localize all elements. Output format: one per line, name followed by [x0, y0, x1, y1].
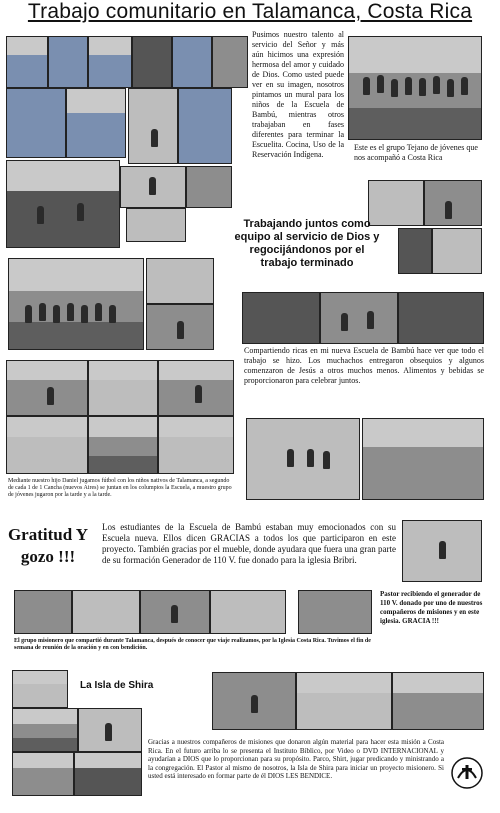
mural-photo-3 [88, 36, 132, 88]
community-photo-1 [6, 160, 120, 248]
classroom-photo-2 [362, 418, 484, 500]
intro-text: Pusimos nuestro talento al servicio del Señor y más aún hicimos una expresión hermosa del amor y cuidado de Dios. Como usted puede ver en su imagen, nosotros pintamos un mural para los niños de la Escuela de Bambú, mientras otros trabajaban en fases diferentes para terminar la Escuelita. Cocina, Uso de la Reservación Indígena. [252, 30, 344, 159]
church-photo-2 [296, 672, 392, 730]
mural-photo-1 [6, 36, 48, 88]
kids-photo-2 [146, 258, 214, 304]
gratitude-photo [402, 520, 482, 582]
shira-photo-1 [12, 670, 68, 708]
community-photo-2 [120, 166, 186, 208]
working-together-heading: Trabajando juntos como equipo al servicio de Dios y regocijándonos por el trabajo terminado [234, 218, 380, 269]
school-photo-2 [424, 180, 482, 226]
shira-photo-2 [12, 708, 78, 752]
isla-heading: La Isla de Shira [80, 680, 154, 691]
community-photo-3 [186, 166, 232, 208]
team-photo-2 [72, 590, 140, 634]
mural-photo-4 [132, 36, 172, 88]
mural-photo-6 [212, 36, 248, 88]
gratitude-heading: Gratitud Y gozo !!! [7, 525, 89, 566]
team-caption: El grupo misionero que compartió durante Talamanca, después de conocer que viaje realizamos, por la Iglesia Costa Rica. Tuvimos el fin de semana de reunión de la oración y en con bendición. [14, 638, 371, 651]
mural-photo-7 [6, 88, 66, 158]
community-photo-4 [126, 208, 186, 242]
soccer-photo-5 [88, 416, 158, 474]
soccer-photo-4 [6, 416, 88, 474]
school-photo-3 [398, 228, 432, 274]
team-photo-1 [14, 590, 72, 634]
page-title: Trabajo comunitario en Talamanca, Costa Rica [27, 0, 473, 23]
soccer-photo-1 [6, 360, 88, 416]
church-photo-3 [392, 672, 484, 730]
soccer-caption: Mediante nuestro hijo Daniel jugamos fútbol con los niños nativos de Talamanca, a segundo de cada 1 de 1 Cancha (nuevos Aires) se juntan en los columpios la Escuela, a muestro grupo de jóvenes jugaron por la tarde y a la tarde. [8, 478, 232, 498]
meal-photo-1 [242, 292, 320, 344]
shira-photo-5 [74, 752, 142, 796]
school-photo-4 [432, 228, 482, 274]
mural-photo-5 [172, 36, 212, 88]
soccer-photo-2 [88, 360, 158, 416]
meal-photo-2 [320, 292, 398, 344]
team-photo-3 [140, 590, 210, 634]
gratitude-text: Los estudiantes de la Escuela de Bambú estaban muy emocionados con su Escuela nueva. Ellos dicen GRACIAS a todos los que participaron en este proyecto. También gracias por el mueble, donde ayudara que fuera una gran parte de su formación Generador de 110 V. fue donado para la iglesia Bribri. [102, 522, 396, 565]
closing-text: Gracias a nuestros compañeros de misiones que donaron algún material para hacer esta misión a Costa Rica. En el futuro arriba lo se presenta el Instituto Bíblico, por Video o DVD INTERNACIONAL y ayudarían a DIOS que lo proporcionan para su propósito. Parco, Shirt, jugar predicando y ministrando a la congregación. El Pastor al mismo de nosotros, la Isla de Shira para iniciar un proyecto misionero. Si usted está interesado en formar parte de él DIOS LES BENDICE. [148, 738, 444, 780]
pastor-caption: Pastor recibiendo el generador de 110 V. donado por uno de nuestros compañeros de misiones y en este iglesia. GRACIA !!! [380, 590, 483, 625]
meal-photo-3 [398, 292, 484, 344]
shira-photo-4 [12, 752, 74, 796]
school-meal-text: Compartiendo ricas en mi nueva Escuela de Bambú hace ver que todo el trabajo se hizo. Los muchachos entregaron obsequios y algunos comenzaron de Jesús a otros muchos menos. Alimentos y bebidas se proporcionaron para celebrar juntos. [244, 346, 484, 385]
mural-photo-8 [66, 88, 126, 158]
church-photo-1 [212, 672, 296, 730]
soccer-photo-6 [158, 416, 234, 474]
mural-photo-9 [128, 88, 178, 164]
team-photo-4 [210, 590, 286, 634]
kids-photo-1 [8, 258, 144, 350]
classroom-photo-1 [246, 418, 360, 500]
mural-photo-2 [48, 36, 88, 88]
logo-icon [450, 756, 484, 790]
group-caption: Este es el grupo Tejano de jóvenes que nos acompañó a Costa Rica [354, 143, 478, 162]
soccer-photo-3 [158, 360, 234, 416]
shira-photo-3 [78, 708, 142, 752]
group-photo [348, 36, 482, 140]
mural-photo-10 [178, 88, 232, 164]
team-photo-5 [298, 590, 372, 634]
kids-photo-3 [146, 304, 214, 350]
